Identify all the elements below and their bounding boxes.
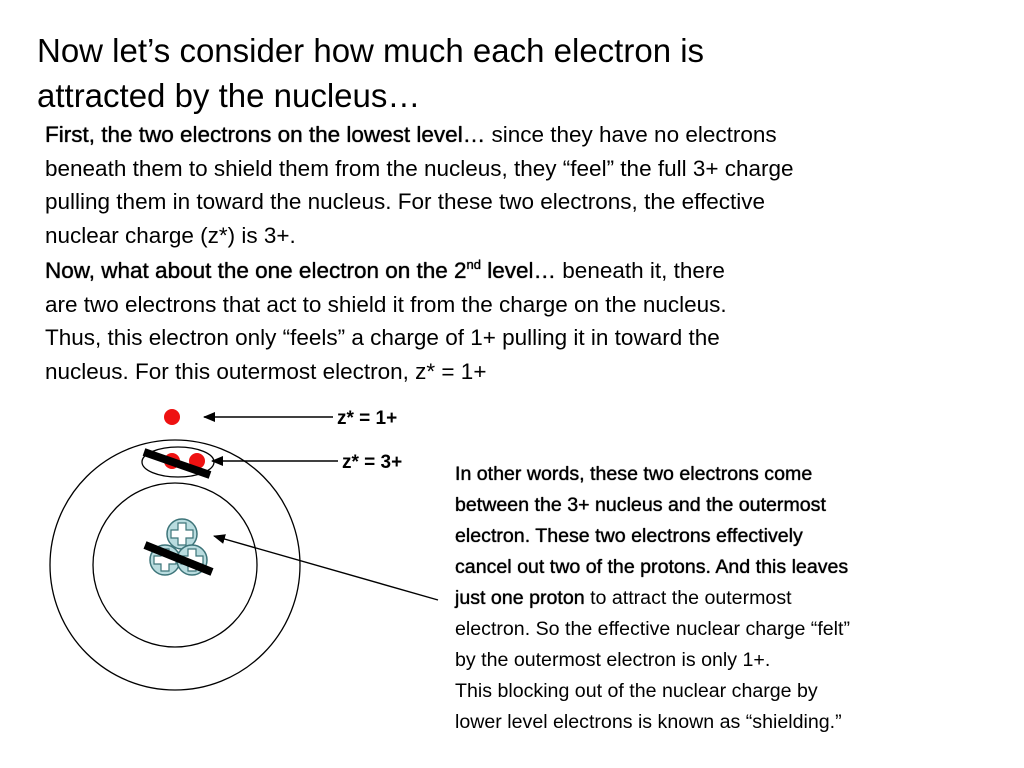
- explain-line-4: cancel out two of the protons. And this leaves: [455, 556, 849, 578]
- para2-lead-pre: Now, what about the one electron on the 2: [45, 258, 467, 283]
- explain-line-5-rest: to attract the outermost: [584, 587, 792, 609]
- explain-line-8: This blocking out of the nuclear charge by: [455, 680, 818, 702]
- para1-lead: First, the two electrons on the lowest level…: [45, 122, 486, 147]
- explain-line-3: electron. These two electrons effectively: [455, 525, 803, 547]
- explain-line-6: electron. So the effective nuclear charge “felt”: [455, 618, 850, 640]
- para1-line-4: nuclear charge (z*) is 3+.: [45, 222, 296, 248]
- title-line-1: Now let’s consider how much each electron is: [37, 32, 705, 69]
- para1-line-3: pulling them in toward the nucleus. For these two electrons, the effective: [45, 189, 765, 214]
- para2-lead-sup: nd: [466, 257, 482, 272]
- outermost-electron: [164, 409, 180, 425]
- para2-line-3: Thus, this electron only “feels” a charge of 1+ pulling it in toward the: [45, 325, 720, 350]
- arrow-to-nucleus: [214, 536, 438, 600]
- para2-line-4: nucleus. For this outermost electron, z* = 1+: [45, 358, 487, 384]
- explain-line-9: lower level electrons is known as “shielding.”: [455, 711, 842, 733]
- explain-line-5-highlight: just one proton: [455, 587, 585, 609]
- para1-line-2: beneath them to shield them from the nucleus, they “feel” the full 3+ charge: [45, 155, 794, 181]
- para1-line-1: since they have no electrons: [485, 122, 777, 147]
- para2-line-1: beneath it, there: [556, 258, 725, 283]
- explain-line-1: In other words, these two electrons come: [455, 463, 813, 485]
- explain-line-2: between the 3+ nucleus and the outermost: [455, 494, 826, 516]
- title-line-2: attracted by the nucleus…: [37, 77, 421, 114]
- label-z-inner: z* = 3+: [342, 452, 403, 473]
- label-z-outer: z* = 1+: [337, 408, 398, 429]
- para2-lead-post: level…: [481, 258, 557, 283]
- para2-line-2: are two electrons that act to shield it from the charge on the nucleus.: [45, 291, 727, 317]
- explain-line-7: by the outermost electron is only 1+.: [455, 649, 771, 671]
